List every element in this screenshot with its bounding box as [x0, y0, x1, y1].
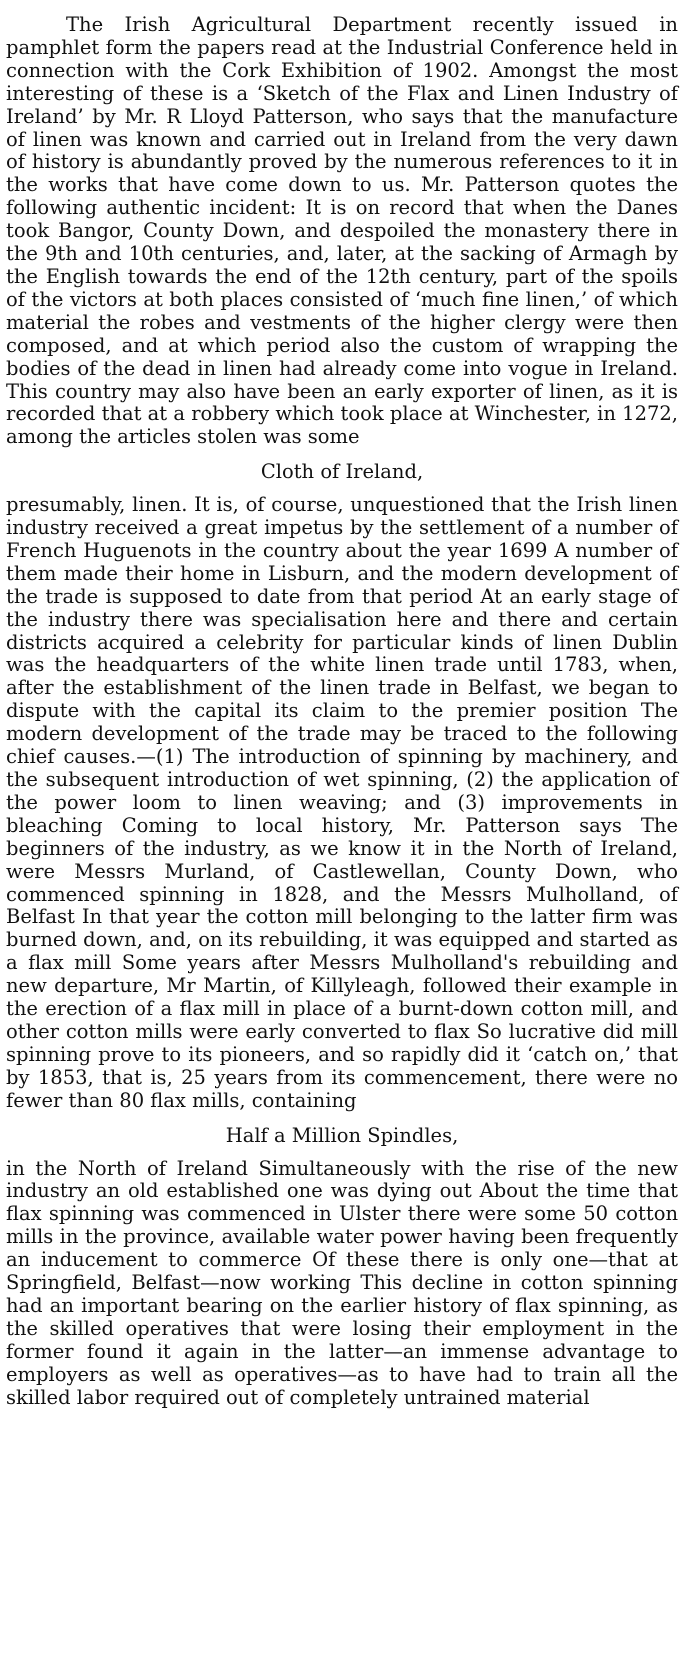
- subheading-half-a-million-spindles: Half a Million Spindles,: [225, 1123, 459, 1147]
- article-paragraph-1: The Irish Agricultural Department recently issued in pamphlet form the papers read at the Industrial Conference held in connection with the Cork Exhibition of 1902. Amongst the most interesting of these is a ‘Sketch of the Flax and Linen Industry of Ireland’ by Mr. R Lloyd Patterson, who says that the manufacture of linen was known and carried out in Ireland from the very dawn of history is abundantly proved by the numerous references to it in the works that have come down to us. Mr. Patterson quotes the following authentic incident: It is on record that when the Danes took Bangor, County Down, and despoiled the monastery there in the 9th and 10th centuries, and, later, at the sacking of Armagh by the English towards the end of the 12th century, part of the spoils of the victors at both places consisted of ‘much fine linen,’ of which material the robes and vestments of the higher clergy were then composed, and at which period also the custom of wrapping the bodies of the dead in linen had already come into vogue in Ireland. This country may also have been an early exporter of linen, as it is recorded that at a robbery which took place at Winchester, in 1272, among the articles stolen was some: [6, 13, 678, 449]
- article-paragraph-3: in the North of Ireland Simultaneously with the rise of the new industry an old established one was dying out About the time that flax spinning was commenced in Ulster there were some 50 cotton mills in the province, available water power having been frequently an inducement to commerce Of these there is only one—that at Springfield, Belfast—now working This decline in cotton spinning had an important bearing on the earlier history of flax spinning, as the skilled operatives that were losing their employment in the former found it again in the latter—an immense advantage to employers as well as operatives—as to have had to train all the skilled labor required out of completely untrained material: [6, 1156, 678, 1409]
- article-paragraph-2: presumably, linen. It is, of course, unquestioned that the Irish linen industry received a great impetus by the settlement of a number of French Huguenots in the country about the year 1699 A number of them made their home in Lisburn, and the modern development of the trade is supposed to date from that period At an early stage of the industry there was specialisation here and there and certain districts acquired a celebrity for particular kinds of linen Dublin was the headquarters of the white linen trade until 1783, when, after the establishment of the linen trade in Belfast, we began to dispute with the capital its claim to the premier position The modern development of the trade may be traced to the following chief causes.—(1) The introduction of spinning by machinery, and the subsequent introduction of wet spinning, (2) the application of the power loom to linen weaving; and (3) improvements in bleaching Coming to local history, Mr. Patterson says The beginners of the industry, as we know it in the North of Ireland, were Messrs Murland, of Castlewellan, County Down, who commenced spinning in 1828, and the Messrs Mulholland, of Belfast In that year the cotton mill belonging to the latter firm was burned down, and, on its rebuilding, it was equipped and started as a flax mill Some years after Messrs Mulholland's rebuilding and new departure, Mr Martin, of Killyleagh, followed their example in the erection of a flax mill in place of a burnt-down cotton mill, and other cotton mills were early converted to flax So lucrative did mill spinning prove to its pioneers, and so rapidly did it ‘catch on,’ that by 1853, that is, 25 years from its commencement, there were no fewer than 80 flax mills, containing: [6, 493, 678, 1112]
- subheading-cloth-of-ireland: Cloth of Ireland,: [260, 460, 424, 484]
- article-column: [6, 14, 678, 1409]
